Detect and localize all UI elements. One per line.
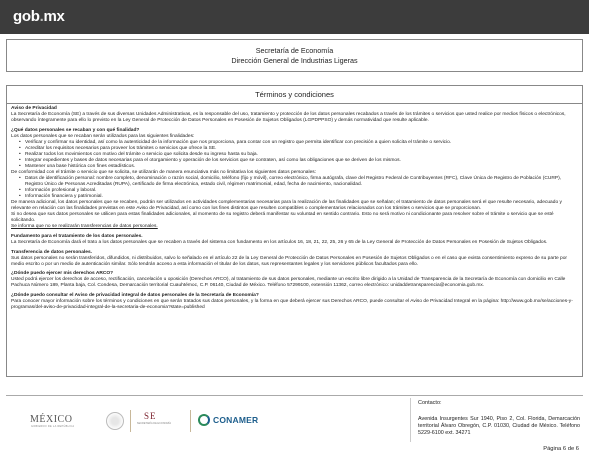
title-direccion: Dirección General de Industrias Ligeras — [231, 56, 358, 65]
heading-consultar-aviso: ¿Dónde puedo consultar el Aviso de privacidad integral de datos personales de la Secretaría de Economía? — [11, 292, 259, 298]
logo-main: gob — [13, 8, 40, 25]
document-title-box — [6, 39, 583, 72]
terms-content — [6, 104, 583, 377]
paragraph-no-transferencias: Se informa que no se realizarán transferencias de datos personales. — [11, 224, 158, 230]
contact-block — [418, 400, 580, 437]
paragraph-adicional: De manera adicional, los datos personales que se recaben, podrán ser utilizados en actividades complementarias necesarias para la realización de las finalidades que se señalan; el tratamiento de datos personales será el que resulte necesario, adecuado y relevante en relación con las finalidades previstas en este Aviso de Privacidad, así como con los fines distintos que resulten compatibles o complementarios relacionados con los trámites o servicios que se proporcionan. — [11, 200, 562, 212]
logo-suffix: mx — [43, 8, 65, 25]
mexico-logo-subtitle: GOBIERNO DE LA REPÚBLICA — [31, 425, 75, 428]
heading-aviso: Aviso de Privacidad — [11, 106, 57, 111]
paragraph-aviso: La Secretaría de Economía (SE) a través de sus diversas Unidades Administrativas, es la responsable del uso, tratamiento y protección de los datos personales recabados a través de los trámites o servicios que usted realice por medios físicos o electrónicos, observando íntegramente para ello lo previsto en la Ley General de Protección de Datos Personales en Posesión de Sujetos Obligados (LGPDPPSO) y demás normatividad que resulte aplicable. — [11, 112, 566, 124]
list-item: • Integrar expedientes y bases de datos necesarias para el otorgamiento y operación de los servicios que se contraten, así como las obligaciones que se deriven de los mismos. — [19, 158, 578, 164]
conamer-logo-icon — [198, 414, 210, 426]
paragraph-desea: Si no desea que sus datos personales se utilicen para estas finalidades adicionales, al momento de su registro deberá manifestar su voluntad en sentido contrario. Esto no será motivo ni condicionante para resolver sobre el trámite o servicio que se esté solicitando. — [11, 212, 554, 224]
contact-divider — [410, 398, 411, 442]
paragraph-transferencia: Sus datos personales no serán transferidos, difundidos, ni distribuidos, salvo lo señalado en el artículo 22 de la Ley General de Protección de Datos Personales en Posesión de Sujetos Obligados o en el caso que exista consentimiento expreso de su parte por medio escrito o por un medio de autenticación similar. Sólo tendrán acceso a esta información el titular de los datos, sus representantes legales y los servidores públicos facultados para ello. — [11, 255, 568, 267]
conamer-logo: CONAMER — [213, 415, 259, 425]
paragraph-finalidades-intro: Los datos personales que se recaban serán utilizados para las siguientes finalidades: — [11, 133, 195, 139]
list-item: • Mantener una base histórica con fines estadísticos. — [19, 164, 578, 170]
gob-mx-logo[interactable] — [13, 8, 65, 25]
title-secretaria: Secretaría de Economía — [255, 46, 334, 55]
heading-transferencia: Transferencia de datos personales. — [11, 249, 93, 255]
list-item: • Realizar todos los movimientos con motivo del trámite o servicio que solicita desde su ingreso hasta su baja. — [19, 152, 578, 158]
contact-label: Contacto: — [418, 400, 442, 406]
list-item: • Información financiera y patrimonial. — [19, 194, 578, 200]
heading-fundamento: Fundamento para el tratamiento de los datos personales. — [11, 233, 143, 239]
paragraph-consultar-aviso: Para conocer mayor información sobre los términos y condiciones en que serán tratados sus datos personales, y la forma en que deberá ejercer sus Derechos ARCO, puede consultar el Aviso de Privacidad Integral en la página: http://www.gob.mx/se/acciones-y-programas/del-aviso-de-privacidad-integral-de-la-secretaria-de-economia?state=published — [11, 298, 573, 310]
footer-divider — [6, 395, 583, 396]
logo-dot: . — [39, 8, 44, 25]
se-logo: SE — [144, 411, 157, 421]
mexico-logo: MÉXICO — [30, 414, 73, 425]
list-item: • Información profesional y laboral. — [19, 188, 578, 194]
list-item: • Verificar y confirmar su identidad, así como la autenticidad de la información que nos proporciona, para contar con un registro que permita identificar con precisión a quien solicita el trámite o servicio. — [19, 140, 578, 146]
finalidades-list — [11, 140, 578, 170]
national-seal-icon — [106, 412, 124, 430]
section-title: Términos y condiciones — [6, 85, 583, 104]
list-item: • Acreditar los requisitos necesarios para proveer los trámites o servicios que ofrece la SE. — [19, 146, 578, 152]
list-item: • Datos de identificación personal: nombre completo, denominación o razón social, domicilio, teléfono (fijo y móvil), correo electrónico, firma autógrafa, clave del Registro Federal de Contribuyentes (RFC), Clave Única de Registro de Población (CURP), Registro Único de Personas Acreditadas (RUPA), certificado de firma electrónica, estado civil, régimen matrimonial, edad, fecha de nacimiento, nacionalidad. — [19, 176, 578, 188]
se-logo-subtitle: SECRETARÍA DE ECONOMÍA — [136, 422, 172, 425]
contact-address: Avenida Insurgentes Sur 1940, Piso 2, Col. Florida, Demarcación territorial Álvaro Obregón, C.P. 01030, Ciudad de México. Teléfono 5229-6100 ext. 34271 — [418, 416, 580, 436]
heading-derechos-arco: ¿Dónde puedo ejercer mis derechos ARCO? — [11, 271, 114, 277]
paragraph-derechos-arco: Usted podrá ejercer los derechos de acceso, rectificación, cancelación u oposición (Derechos ARCO), al tratamiento de sus datos personales, mediante un escrito libre dirigido a la Unidad de Transparencia de la Secretaría de Economía con domicilio en Calle Pachuca Número 189, Planta baja, Col. Condesa, Demarcación territorial Cuauhtémoc, C.P. 06140, Ciudad de México. Teléfono 57299100, extensión 11362, correo electrónico: unidaddetransparencia@economia.gob.mx. — [11, 277, 566, 289]
heading-que-datos: ¿Qué datos personales se recaban y con qué finalidad? — [11, 127, 140, 133]
paragraph-fundamento: La Secretaría de Economía dará el trato a los datos personales que se recaben a través del sistema con fundamento en los artículos 16, 18, 21, 22, 25, 26 y 65 de la Ley General de Protección de Datos Personales en Posesión de Sujetos Obligados. — [11, 239, 548, 245]
datos-list — [11, 176, 578, 200]
footer-logos — [30, 410, 260, 432]
logo-divider — [130, 410, 131, 432]
logo-divider — [190, 410, 191, 432]
page-indicator: Página 6 de 6 — [543, 446, 579, 452]
paragraph-conformidad: De conformidad con el trámite o servicio que se solicita, se utilizarán de manera enunciativa más no limitativa los siguientes datos personales: — [11, 169, 317, 175]
header-bar — [0, 0, 589, 34]
